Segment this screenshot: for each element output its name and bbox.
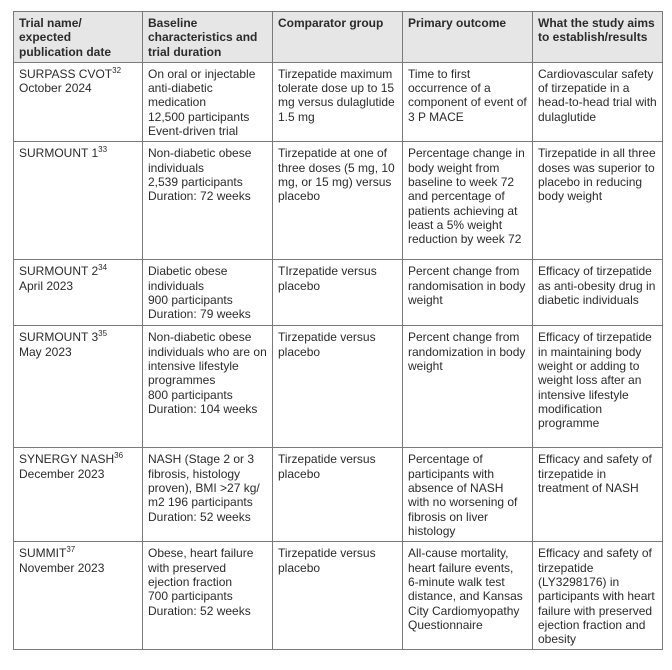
header-primary-outcome: Primary outcome	[403, 12, 533, 63]
table-header-row	[14, 12, 663, 63]
baseline-text: On oral or injectable anti-diabetic medication 12,500 participants Event-driven trial	[148, 66, 256, 139]
trial-name: SYNERGY NASH	[19, 452, 115, 467]
comparator-cell: Tirzepatide versus placebo	[273, 448, 403, 542]
header-comparator: Comparator group	[273, 12, 403, 63]
baseline-text: NASH (Stage 2 or 3 fibrosis, histology proven), BMI >27 kg/ m2 196 participants Duration: 52 weeks	[148, 452, 260, 524]
trial-name-cell	[14, 62, 143, 141]
reference-number: 35	[98, 329, 108, 339]
aims-cell: Tirzepatide in all three doses was superior to placebo in reducing body weight	[533, 142, 663, 260]
baseline-text: Obese, heart failure with preserved ejection fraction 700 participants Duration: 52 weeks	[148, 546, 254, 618]
document-page	[13, 11, 663, 650]
comparator-cell: Tirzepatide at one of three doses (5 mg, 10 mg, or 15 mg) versus placebo	[273, 142, 403, 260]
comparator-cell: Tirzepatide versus placebo	[273, 542, 403, 650]
publication-date: December 2023	[19, 466, 105, 481]
trial-name: SURMOUNT 2	[19, 264, 99, 279]
baseline-cell	[143, 142, 273, 260]
table-row	[14, 62, 663, 141]
outcome-cell: Percentage of participants with absence of NASH with no worsening of fibrosis on liver histology	[403, 448, 533, 542]
trial-name: SURMOUNT 1	[19, 146, 99, 161]
trial-name-cell	[14, 326, 143, 448]
table-row	[14, 326, 663, 448]
baseline-cell	[143, 326, 273, 448]
trial-name: SURPASS CVOT	[19, 66, 113, 81]
trial-name-cell	[14, 260, 143, 326]
header-study-aims: What the study aims to establish/results	[533, 12, 663, 63]
reference-number: 34	[98, 263, 108, 273]
comparator-cell: Tirzepatide versus placebo	[273, 326, 403, 448]
trial-name: SUMMIT	[19, 546, 67, 561]
reference-number: 33	[98, 145, 108, 155]
outcome-cell: All-cause mortality, heart failure events, 6-minute walk test distance, and Kansas City Cardiomyopathy Questionnaire	[403, 542, 533, 650]
aims-cell: Efficacy and safety of tirzepatide in treatment of NASH	[533, 448, 663, 542]
comparator-cell: Tirzepatide maximum tolerate dose up to 15 mg versus dulaglutide 1.5 mg	[273, 62, 403, 141]
baseline-text: Non-diabetic obese individuals 2,539 participants Duration: 72 weeks	[148, 146, 252, 204]
aims-cell: Cardiovascular safety of tirzepatide in a head-to-head trial with dulaglutide	[533, 62, 663, 141]
trial-name: SURMOUNT 3	[19, 330, 99, 345]
outcome-cell: Percent change from randomization in body weight	[403, 326, 533, 448]
aims-cell: Efficacy and safety of tirzepatide (LY3298176) in participants with heart failure with preserved ejection fraction and obesity	[533, 542, 663, 650]
publication-date: November 2023	[19, 560, 105, 575]
table-row	[14, 260, 663, 326]
header-baseline: Baseline characteristics and trial duration	[143, 12, 273, 63]
trials-table	[13, 11, 663, 650]
baseline-cell	[143, 448, 273, 542]
header-trial-name: Trial name/ expected publication date	[14, 12, 143, 63]
outcome-cell: Percent change from randomisation in body weight	[403, 260, 533, 326]
aims-cell: Efficacy of tirzepatide in maintaining body weight or adding to weight loss after an intensive lifestyle modification programme	[533, 326, 663, 448]
baseline-cell	[143, 542, 273, 650]
publication-date: April 2023	[19, 278, 74, 293]
trial-name-cell	[14, 142, 143, 260]
table-row	[14, 542, 663, 650]
publication-date: May 2023	[19, 344, 72, 359]
table-row	[14, 448, 663, 542]
comparator-cell: TIrzepatide versus placebo	[273, 260, 403, 326]
baseline-cell	[143, 260, 273, 326]
table-row	[14, 142, 663, 260]
aims-cell: Efficacy of tirzepatide as anti-obesity drug in diabetic individuals	[533, 260, 663, 326]
outcome-cell: Time to first occurrence of a component of event of 3 P MACE	[403, 62, 533, 141]
publication-date: October 2024	[19, 81, 92, 96]
baseline-cell	[143, 62, 273, 141]
outcome-cell: Percentage change in body weight from baseline to week 72 and percentage of patients achieving at least a 5% weight reduction by week 72	[403, 142, 533, 260]
reference-number: 36	[114, 451, 124, 461]
trial-name-cell	[14, 448, 143, 542]
baseline-text: Diabetic obese individuals 900 participants Duration: 79 weeks	[148, 264, 251, 322]
reference-number: 37	[66, 545, 76, 555]
reference-number: 32	[112, 65, 122, 75]
baseline-text: Non-diabetic obese individuals who are on intensive lifestyle programmes 800 participants Duration: 104 weeks	[148, 330, 267, 416]
trial-name-cell	[14, 542, 143, 650]
